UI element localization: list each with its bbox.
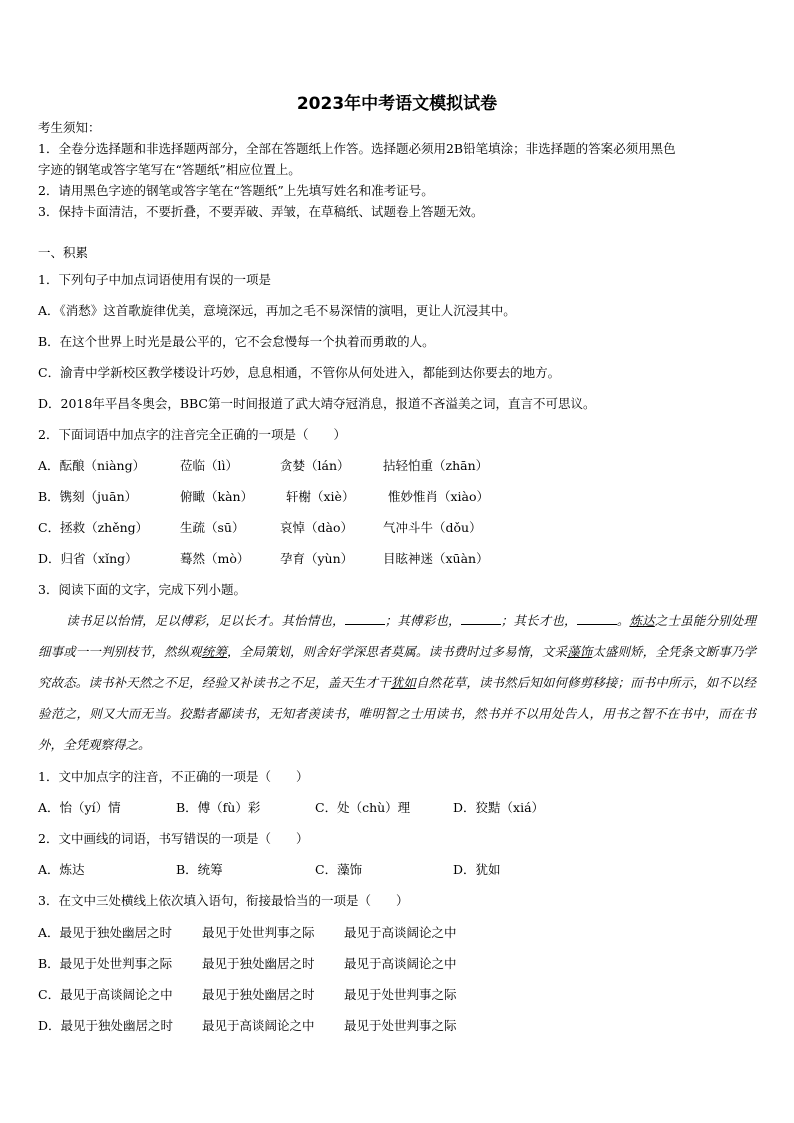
phrase-option: C．最见于高谈阔论之中 xyxy=(38,987,173,1002)
pinyin-option: B．镌刻（juān） xyxy=(38,489,138,504)
fill-blank xyxy=(345,612,385,625)
phrase-option: A．最见于独处幽居之时 xyxy=(38,925,173,940)
option-d: D．狡黠（xiá） xyxy=(453,800,545,815)
phrase-option: B．最见于处世判事之际 xyxy=(38,956,173,971)
underlined-word: 统筹 xyxy=(201,644,227,659)
pinyin-option: 孕育（yùn） xyxy=(280,551,354,566)
question-stem: 3．阅读下面的文字，完成下列小题。 xyxy=(38,582,246,597)
phrase-option: 最见于高谈阔论之中 xyxy=(344,925,457,940)
pinyin-option: 莅临（lì） xyxy=(180,458,238,473)
pinyin-option: 气冲斗牛（dǒu） xyxy=(383,520,482,535)
fill-blank xyxy=(577,612,617,625)
notice-item: 字迹的钢笔或答字笔写在“答题纸”相应位置上。 xyxy=(38,162,301,177)
pinyin-option: 拈轻怕重（zhān） xyxy=(383,458,489,473)
phrase-option: 最见于高谈阔论之中 xyxy=(202,1018,315,1033)
option-a: A．《消愁》这首歌旋律优美，意境深远，再加之毛不易深情的演唱，更让人沉浸其中。 xyxy=(38,303,516,318)
section-heading: 一、积累 xyxy=(38,245,89,260)
pinyin-option: 生疏（sū） xyxy=(180,520,245,535)
option-d: D．2018年平昌冬奥会，BBC第一时间报道了武大靖夺冠消息，报道不吝溢美之词，直言不可思议。 xyxy=(38,396,596,411)
option-b: B．在这个世界上时光是最公平的，它不会怠慢每一个执着而勇敢的人。 xyxy=(38,334,435,349)
option-a: A．怡（yí）情 xyxy=(38,800,121,815)
phrase-option: 最见于独处幽居之时 xyxy=(202,987,315,1002)
question-stem: 2．文中画线的词语，书写错误的一项是（ ） xyxy=(38,831,309,846)
question-stem: 2．下面词语中加点字的注音完全正确的一项是（ ） xyxy=(38,427,346,442)
phrase-option: 最见于独处幽居之时 xyxy=(202,956,315,971)
passage-text: 太盛则矫，全凭条文断事乃学究故态。读书补天然之不足，经验又补读书之不足，盖天生才干 xyxy=(38,644,756,690)
question-stem: 1．文中加点字的注音，不正确的一项是（ ） xyxy=(38,769,309,784)
option-b: B．傅（fù）彩 xyxy=(176,800,261,815)
phrase-option: 最见于处世判事之际 xyxy=(344,1018,457,1033)
pinyin-option: 俯瞰（kàn） xyxy=(180,489,254,504)
pinyin-option: 目眩神迷（xūàn） xyxy=(383,551,489,566)
pinyin-option: 蓦然（mò） xyxy=(180,551,250,566)
reading-passage xyxy=(38,605,756,760)
passage-text: 读书足以怡情，足以傅彩，足以长才。其怡情也， xyxy=(66,613,345,628)
question-stem: 1．下列句子中加点词语使用有误的一项是 xyxy=(38,272,271,287)
pinyin-option: C．拯救（zhěng） xyxy=(38,520,149,535)
option-d: D．犹如 xyxy=(453,862,501,877)
notice-item: 2．请用黑色字迹的钢笔或答字笔在“答题纸”上先填写姓名和准考证号。 xyxy=(38,183,434,198)
passage-text: 之士虽能分别处理细事或一一判别枝节，然纵观 xyxy=(38,613,756,659)
passage-text: ；其傅彩也， xyxy=(384,613,461,628)
notice-header: 考生须知： xyxy=(38,120,101,135)
pinyin-option: 哀悼（dào） xyxy=(280,520,353,535)
phrase-option: 最见于高谈阔论之中 xyxy=(344,956,457,971)
pinyin-option: D．归省（xǐng） xyxy=(38,551,138,566)
option-c: C．处（chù）理 xyxy=(315,800,411,815)
page-title: 2023年中考语文模拟试卷 xyxy=(296,94,498,114)
phrase-option: D．最见于独处幽居之时 xyxy=(38,1018,174,1033)
phrase-option: 最见于处世判事之际 xyxy=(344,987,457,1002)
pinyin-option: 惟妙惟肖（xiào） xyxy=(388,489,490,504)
notice-item: 1．全卷分选择题和非选择题两部分，全部在答题纸上作答。选择题必须用2B铅笔填涂；非选择题的答案必须用黑色 xyxy=(38,141,676,156)
fill-blank xyxy=(461,612,501,625)
pinyin-option: A．酝酿（niàng） xyxy=(38,458,146,473)
notice-item: 3．保持卡面清洁，不要折叠，不要弄破、弄皱，在草稿纸、试题卷上答题无效。 xyxy=(38,204,484,219)
option-b: B．统筹 xyxy=(176,862,223,877)
pinyin-option: 贪婪（lán） xyxy=(280,458,350,473)
passage-text: ，全局策划，则舍好学深思者莫属。读书费时过多易惰，文采 xyxy=(226,644,568,659)
underlined-word: 炼达 xyxy=(629,613,655,628)
option-a: A．炼达 xyxy=(38,862,85,877)
passage-text: ；其长才也， xyxy=(500,613,577,628)
option-c: C．渝青中学新校区教学楼设计巧妙，息息相通，不管你从何处进入，都能到达你要去的地方。 xyxy=(38,365,561,380)
passage-text: 。 xyxy=(616,613,630,628)
question-stem: 3．在文中三处横线上依次填入语句，衔接最恰当的一项是（ ） xyxy=(38,893,409,908)
passage-text: 自然花草，读书然后知如何修剪移接；而书中所示，如不以经验范之，则又大而无当。狡黠者鄙读书，无知者羡读书，唯明智之士用读书，然书并不以用处告人，用书之智不在书中，而在书外，全凭观察得之。 xyxy=(38,675,756,752)
underlined-word: 藻饰 xyxy=(567,644,593,659)
phrase-option: 最见于处世判事之际 xyxy=(202,925,315,940)
option-c: C．藻饰 xyxy=(315,862,363,877)
underlined-word: 犹如 xyxy=(390,675,416,690)
pinyin-option: 轩榭（xiè） xyxy=(286,489,355,504)
